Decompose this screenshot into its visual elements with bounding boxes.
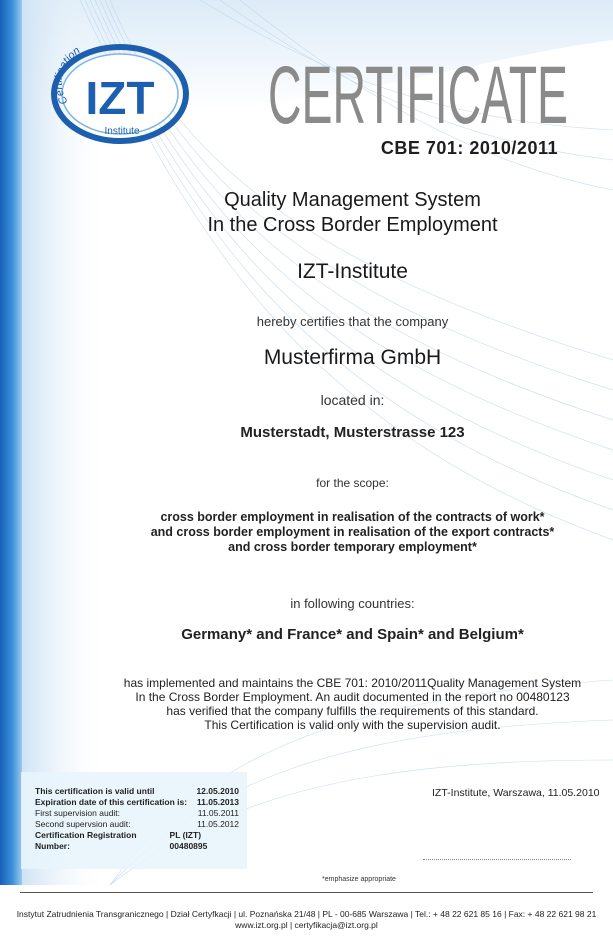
scope-label: for the scope:: [316, 476, 389, 490]
validity-value: PL (IZT) 00480895: [169, 830, 208, 851]
company-name: Musterfirma GmbH: [263, 346, 442, 369]
countries-list: Germany* and France* and Spain* and Belgium*: [181, 626, 524, 643]
statement-line: This Certification is valid only with the supervision audit.: [204, 718, 501, 732]
scope-list: [110, 510, 595, 555]
validity-value: 12.05.2010: [196, 786, 239, 796]
hereby-text: hereby certifies that the company: [256, 314, 449, 329]
logo-letters: IZT: [85, 72, 155, 124]
validity-label: Certification Registration Number:: [35, 830, 137, 851]
company-address: Musterstadt, Musterstrasse 123: [240, 424, 465, 441]
scope-line: cross border employment in realisation of the contracts of work*: [160, 510, 545, 524]
validity-label: First supervision audit:: [35, 808, 121, 818]
validity-row: [35, 819, 239, 830]
signature-line: [423, 859, 571, 860]
emphasize-note: *emphasize appropriate: [322, 876, 396, 883]
qms-heading: [110, 188, 595, 238]
footer-contact: www.izt.org.pl | certyfikacja@izt.org.pl: [235, 920, 378, 930]
footer-divider: [20, 892, 593, 893]
qms-line-1: Quality Management System: [224, 189, 481, 211]
validity-row: [35, 797, 239, 808]
countries-label: in following countries:: [290, 596, 415, 611]
blue-side-bar: [0, 0, 22, 885]
validity-row: [35, 786, 239, 797]
validity-label: Expiration date of this certification is:: [35, 797, 188, 807]
standard-code: CBE 701: 2010/2011: [380, 138, 558, 158]
logo-institute-text: Institute: [104, 126, 140, 137]
validity-panel: [21, 772, 247, 869]
certificate-title: [250, 50, 570, 130]
scope-line: and cross border temporary employment*: [228, 540, 477, 554]
validity-value: 11.05.2013: [196, 797, 239, 807]
validity-label: This certification is valid until: [35, 786, 155, 796]
implementation-statement: [110, 676, 595, 732]
logo-certification-text: Certification: [52, 44, 83, 107]
validity-row: [35, 830, 239, 852]
footer-address: Instytut Zatrudnienia Transgranicznego | Dział Certyfkacji | ul. Poznańska 21/48 | PL - 00-685 Warszawa | Tel.: + 48 22 621 85 16 | Fax: + 48 22 621 98 21: [16, 909, 597, 919]
qms-line-2: In the Cross Border Employment: [207, 214, 498, 236]
validity-value: 11.05.2011: [197, 808, 239, 818]
located-label: located in:: [320, 392, 385, 408]
institute-name: IZT-Institute: [297, 260, 408, 283]
statement-line: has verified that the company fulfills the requirements of this standard.: [166, 704, 539, 718]
statement-line: has implemented and maintains the CBE 701: 2010/2011Quality Management System: [123, 676, 582, 690]
statement-line: In the Cross Border Employment. An audit documented in the report no 00480123: [135, 690, 570, 704]
scope-line: and cross border employment in realisation of the export contracts*: [150, 525, 555, 539]
validity-label: Second supervsion audit:: [35, 819, 131, 829]
validity-value: 11.05.2012: [197, 819, 239, 829]
validity-row: [35, 808, 239, 819]
izt-certification-logo: [50, 44, 190, 144]
place-and-date: IZT-Institute, Warszawa, 11.05.2010: [432, 787, 600, 799]
certificate-heading: CERTIFICATE: [268, 50, 568, 130]
